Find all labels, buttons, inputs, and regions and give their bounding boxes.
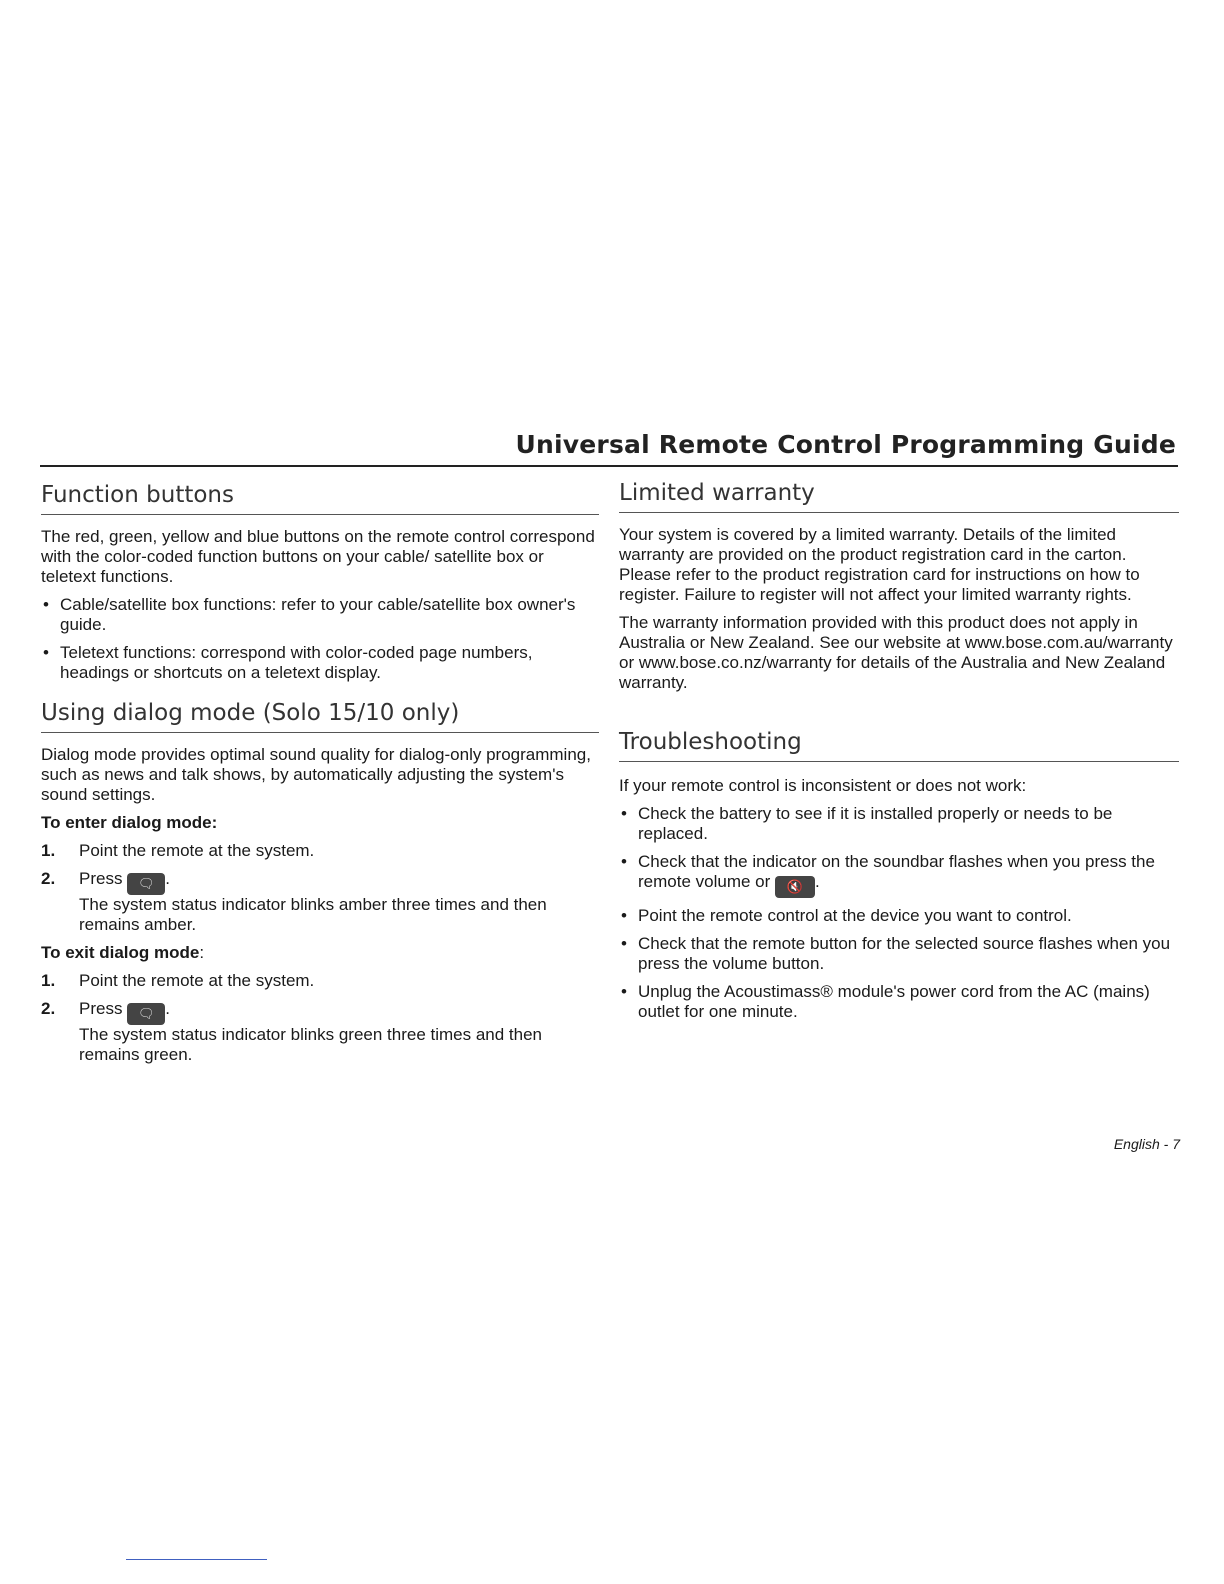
limited-warranty-section [619,480,1179,693]
step-number: 2. [41,999,56,1018]
section-heading: Using dialog mode (Solo 15/10 only) [41,700,460,726]
paragraph: The warranty information provided with this product does not apply in Australia or New Zealand. See our website at www.bose.com.au/warranty or www.bose.co.nz/warranty for details of the Australia and New Zealand warranty. [619,613,1173,692]
list-item: • Teletext functions: correspond with color-coded page numbers, headings or shortcuts on a teletext display. [41,643,599,683]
function-buttons-section [41,482,599,683]
step-result: The system status indicator blinks amber three times and then remains amber. [79,895,547,934]
list-item: • Cable/satellite box functions: refer to your cable/satellite box owner's guide. [41,595,599,635]
troubleshooting-section [619,729,1179,1022]
step-number: 2. [41,869,56,888]
colon: : [199,943,205,962]
divider [619,761,1179,762]
step [41,841,599,861]
subheading-text: To exit dialog mode [41,943,200,962]
dialog-speech-bubble-icon: 🗨 [127,873,165,895]
paragraph: Dialog mode provides optimal sound quality for dialog-only programming, such as news and talk shows, by automatically adjusting the system's sound settings. [41,745,591,804]
paragraph: The red, green, yellow and blue buttons on the remote control correspond with the color-coded function buttons on your cable/ satellite box or teletext functions. [41,527,595,586]
section-heading: Limited warranty [619,480,815,506]
list-item: • Check that the indicator on the soundbar flashes when you press the remote volume or 🔇 . [619,852,1179,898]
step: 2. Press 🗨 . The system status indicator blinks amber three times and then remains amber. [41,869,547,934]
divider [41,732,599,733]
page-number: English - 7 [1113,1136,1180,1152]
list-item-text: Check that the indicator on the soundbar flashes when you press the remote volume or [638,852,1155,891]
step-text: Point the remote at the system. [79,841,315,860]
step-text: Press [79,869,123,888]
paragraph: If your remote control is inconsistent or does not work: [619,776,1027,795]
page-title: Universal Remote Control Programming Guide [515,430,1176,459]
mute-icon: 🔇 [775,876,815,898]
step: 2. Press 🗨 . The system status indicator blinks green three times and then remains green. [41,999,543,1064]
title-rule [40,465,1178,467]
step-text: Press [79,999,123,1018]
divider [41,514,599,515]
step-text: Point the remote at the system. [79,971,315,990]
paragraph: Your system is covered by a limited warranty. Details of the limited warranty are provided on the product registration card in the carton. Please refer to the product registration card for instructions on how to register. Failure to register will not affect your limited warranty rights. [619,525,1140,604]
dialog-speech-bubble-icon: 🗨 [127,1003,165,1025]
list-item: • Check that the remote button for the selected source flashes when you press the volume button. [619,934,1179,974]
subheading [41,943,599,963]
step-result: The system status indicator blinks green three times and then remains green. [79,1025,543,1064]
step-number: 1. [41,841,56,860]
list-item: • Unplug the Acoustimass® module's power cord from the AC (mains) outlet for one minute. [619,982,1179,1022]
step-number: 1. [41,971,56,990]
section-heading: Function buttons [41,482,234,508]
section-heading: Troubleshooting [619,729,802,755]
list-item: • Point the remote control at the device you want to control. [619,906,1179,926]
divider [619,512,1179,513]
subheading: To enter dialog mode: [41,813,218,832]
dialog-mode-section [41,700,599,1065]
list-item: • Check the battery to see if it is installed properly or needs to be replaced. [619,804,1179,844]
footer-rule [126,1559,267,1560]
step [41,971,599,991]
